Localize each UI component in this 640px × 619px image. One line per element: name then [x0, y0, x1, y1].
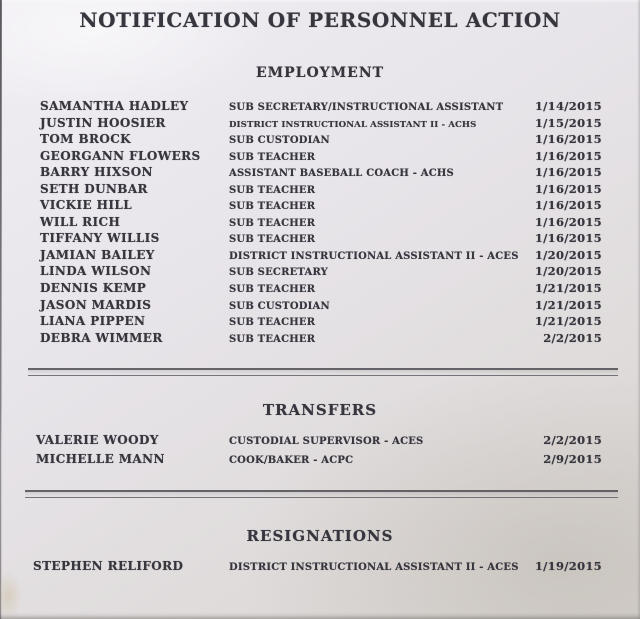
position-title: SUB TEACHER — [229, 284, 316, 296]
effective-date: 1/21/2015 — [534, 281, 602, 296]
effective-date: 1/15/2015 — [534, 115, 602, 130]
section-heading-transfers: TRANSFERS — [262, 401, 378, 419]
effective-date: 1/20/2015 — [534, 247, 602, 262]
table-row — [0, 557, 640, 576]
effective-date: 1/19/2015 — [534, 559, 602, 573]
table-row — [0, 197, 640, 214]
effective-date: 1/16/2015 — [534, 181, 602, 196]
employee-name: STEPHEN RELIFORD — [33, 559, 184, 573]
effective-date: 2/9/2015 — [543, 452, 602, 466]
table-row — [0, 230, 640, 247]
employment-table — [0, 98, 640, 346]
employee-name: SAMANTHA HADLEY — [40, 99, 189, 113]
position-title: SUB SECRETARY/INSTRUCTIONAL ASSISTANT — [229, 102, 504, 113]
table-row — [0, 214, 640, 231]
effective-date: 1/21/2015 — [534, 297, 602, 312]
effective-date: 1/16/2015 — [534, 165, 602, 180]
employee-name: LIANA PIPPEN — [40, 314, 146, 329]
table-row — [0, 313, 640, 330]
table-row — [0, 115, 640, 132]
position-title: SUB SECRETARY — [229, 267, 329, 279]
position-title: SUB TEACHER — [229, 201, 316, 213]
effective-date: 2/2/2015 — [543, 433, 602, 447]
employee-name: SETH DUNBAR — [40, 181, 148, 196]
position-title: COOK/BAKER - ACPC — [229, 455, 354, 466]
employee-name: JASON MARDIS — [40, 297, 152, 312]
position-title: DISTRICT INSTRUCTIONAL ASSISTANT II - ACHS — [229, 119, 477, 130]
employee-name: LINDA WILSON — [40, 264, 152, 279]
position-title: SUB CUSTODIAN — [229, 135, 330, 147]
position-title: CUSTODIAL SUPERVISOR - ACES — [229, 436, 424, 447]
position-title: DISTRICT INSTRUCTIONAL ASSISTANT II - ACES — [229, 562, 519, 573]
table-row — [0, 330, 640, 347]
effective-date: 2/2/2015 — [543, 330, 602, 345]
employee-name: DENNIS KEMP — [40, 281, 147, 296]
position-title: SUB TEACHER — [229, 234, 316, 246]
employee-name: DEBRA WIMMER — [40, 330, 163, 345]
section-heading-employment: EMPLOYMENT — [255, 65, 385, 81]
employee-name: BARRY HIXSON — [40, 165, 153, 180]
table-row — [0, 247, 640, 264]
table-row — [0, 98, 640, 115]
table-row — [0, 280, 640, 297]
position-title: SUB TEACHER — [229, 151, 316, 163]
position-title: SUB TEACHER — [229, 184, 316, 196]
table-row — [0, 263, 640, 280]
table-row — [0, 450, 640, 469]
position-title: DISTRICT INSTRUCTIONAL ASSISTANT II - ACES — [229, 250, 519, 262]
position-title: SUB TEACHER — [229, 333, 316, 345]
table-row — [0, 148, 640, 165]
table-row — [0, 131, 640, 148]
position-title: SUB TEACHER — [229, 317, 316, 329]
effective-date: 1/14/2015 — [534, 99, 602, 113]
effective-date: 1/16/2015 — [534, 148, 602, 163]
employee-name: TOM BROCK — [40, 132, 131, 147]
effective-date: 1/20/2015 — [534, 264, 602, 279]
employee-name: VICKIE HILL — [40, 198, 133, 213]
employee-name: GEORGANN FLOWERS — [40, 148, 201, 163]
table-row — [0, 181, 640, 198]
employee-name: WILL RICH — [40, 214, 121, 229]
effective-date: 1/16/2015 — [534, 231, 602, 246]
position-title: SUB CUSTODIAN — [229, 300, 330, 312]
section-divider — [28, 368, 618, 376]
section-heading-resignations: RESIGNATIONS — [246, 527, 394, 545]
transfers-table — [0, 431, 640, 469]
effective-date: 1/16/2015 — [534, 132, 602, 147]
employee-name: VALERIE WOODY — [36, 433, 159, 447]
employee-name: TIFFANY WILLIS — [40, 231, 160, 246]
section-divider — [25, 490, 618, 498]
position-title: ASSISTANT BASEBALL COACH - ACHS — [229, 168, 454, 180]
resignations-table — [0, 557, 640, 576]
employee-name: MICHELLE MANN — [36, 452, 165, 466]
table-row — [0, 297, 640, 314]
employee-name: JAMIAN BAILEY — [40, 247, 155, 262]
table-row — [0, 164, 640, 181]
position-title: SUB TEACHER — [229, 217, 316, 229]
effective-date: 1/16/2015 — [534, 214, 602, 229]
table-row — [0, 431, 640, 450]
effective-date: 1/16/2015 — [534, 198, 602, 213]
page-title: NOTIFICATION OF PERSONNEL ACTION — [79, 8, 561, 32]
effective-date: 1/21/2015 — [534, 314, 602, 329]
employee-name: JUSTIN HOOSIER — [40, 115, 166, 130]
